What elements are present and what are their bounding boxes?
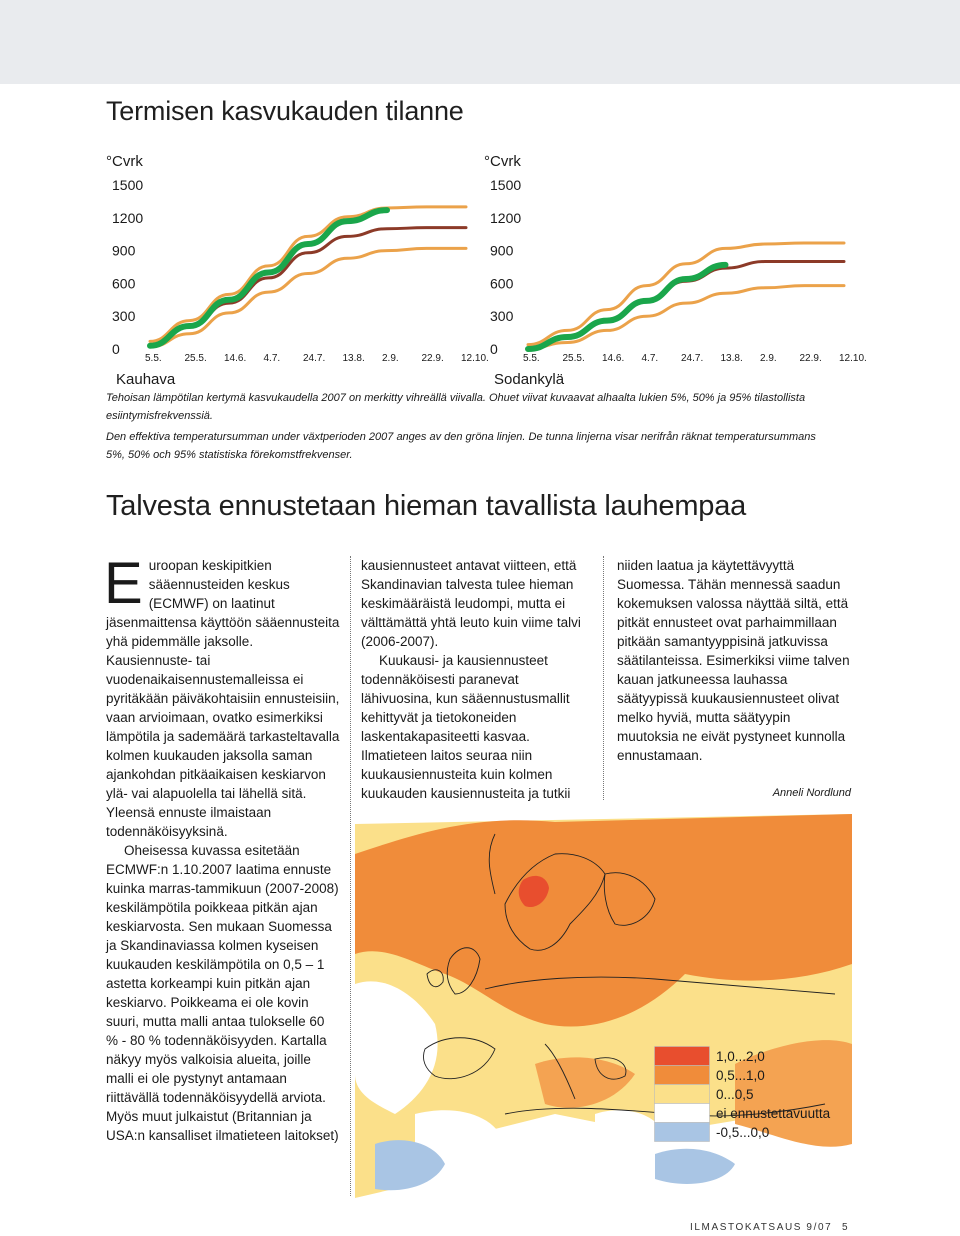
y-tick-label: 0 [490,341,498,357]
legend-label: ei ennustettavuutta [716,1106,831,1121]
x-tick-label: 2.9. [382,353,399,364]
map-legend-swatches [654,1046,710,1146]
station-label: Kauhava [116,371,176,388]
x-tick-label: 24.7. [681,353,704,364]
page-title: Termisen kasvukauden tilanne [106,96,464,126]
series-line-frequency [528,286,844,349]
article-paragraph: kausiennusteet antavat viitteen, että Skandinavian talvesta tulee hieman keskimääräistä leudompi, mutta ei välttämättä yhtä leuto kuin viime talvi (2006-2007). [361,558,581,649]
chart-sodankyla-svg [484,148,867,398]
legend-swatch [655,1085,710,1104]
legend-swatch [655,1123,710,1142]
x-tick-label: 22.9. [799,353,822,364]
europe-map-image [355,814,852,1198]
station-label: Sodankylä [494,371,565,388]
y-tick-label: 300 [490,308,514,325]
y-tick-label: 600 [112,275,136,292]
publication-name: ILMASTOKATSAUS 9/07 [690,1222,833,1233]
caption-finnish: Tehoisan lämpötilan kertymä kasvukaudella 2007 on merkitty vihreällä viivalla. Ohuet viivat kuvaavat alhaalta lukien 5%, 50% ja 95% tilastollista esiintymisfrekvenssiä. [106,392,806,422]
legend-swatch [655,1066,710,1085]
legend-label: 0,5...1,0 [716,1068,765,1083]
article-column-3 [617,556,853,765]
y-tick-label: 600 [490,275,514,292]
chart-unit-label: °Cvrk [484,153,521,170]
top-band [0,0,960,84]
x-tick-label: 5.5. [145,353,162,364]
article-paragraph: Oheisessa kuvassa esitetään ECMWF:n 1.10.2007 laatima ennuste kuinka marras-tammikuun (2007-2008) keskilämpötila poikkeaa pitkän ajan keskiarvosta. Sen mukaan Suomessa ja Skandinaviassa kolmen kyseisen kuukauden keskilämpötila on 0,5 – 1 astetta korkeampi kuin pitkän ajan keskiarvo. Poikkeama ei ole kovin suuri, mutta malli antaa tulokselle 60 % - 80 % todennäköisyyden. Kartalla näkyy myös valkoisia alueita, joille malli ei ole pystynyt antamaan riittävällä todennäköisyydellä arviota. Myös muut julkaistut (Britannian ja USA:n kansalliset ilmatieteen laitokset) [106,843,339,1143]
x-tick-label: 24.7. [303,353,326,364]
article-paragraph: niiden laatua ja käytettävyyttä Suomessa. Tähän mennessä saadun kokemuksen valossa näyttää siltä, että pitkät ennusteet ovat parhaimmillaan pitkään samantyyppisinä jatkuvissa säätilanteissa. Esimerkiksi viime talven kauan jatkuneessa lauhassa säätyypissä kuukausiennusteet olivat melko hyviä, mutta säätyypin muutoksia ne eivät pystyneet kunnolla ennustamaan. [617,558,850,763]
x-tick-label: 5.5. [523,353,540,364]
column-divider [603,556,604,800]
chart-kauhava-svg [106,148,489,398]
y-tick-label: 300 [112,308,136,325]
y-tick-label: 1200 [490,209,522,226]
legend-swatch [655,1104,710,1123]
x-tick-label: 12.10. [461,353,489,364]
series-line-frequency [528,243,844,345]
chart-kauhava [106,148,489,398]
x-tick-label: 14.6. [602,353,625,364]
x-tick-label: 25.5. [562,353,585,364]
y-tick-label: 1200 [112,209,144,226]
chart-unit-label: °Cvrk [106,153,143,170]
x-tick-label: 4.7. [263,353,281,364]
forecast-map [355,814,852,1198]
y-tick-label: 900 [112,242,136,259]
x-tick-label: 4.7. [641,353,659,364]
x-tick-label: 2.9. [760,353,777,364]
article-column-1 [104,551,340,1145]
drop-cap: E [104,551,143,616]
legend-label: 1,0...2,0 [716,1049,765,1064]
x-tick-label: 22.9. [421,353,444,364]
x-tick-label: 25.5. [184,353,207,364]
x-tick-label: 13.8. [720,353,743,364]
legend-label: -0,5...0,0 [716,1125,770,1140]
y-tick-label: 1500 [490,177,522,193]
x-tick-label: 13.8. [342,353,365,364]
page-number: 5 [842,1222,848,1233]
legend-label: 0...0,5 [716,1087,754,1102]
y-tick-label: 900 [490,242,514,259]
article-paragraph [104,551,340,841]
x-tick-label: 14.6. [224,353,247,364]
y-tick-label: 0 [112,341,120,357]
y-tick-label: 1500 [112,177,144,193]
article-column-2 [361,556,589,803]
article-headline: Talvesta ennustetaan hieman tavallista lauhempaa [106,490,747,522]
author-name: Anneli Nordlund [772,787,851,799]
series-line-frequency [150,248,466,346]
legend-swatch [655,1047,710,1066]
series-line-2007 [528,265,726,349]
article-paragraph: Kuukausi- ja kausiennusteet todennäköisesti paranevat lähivuosina, kun sääennustusmallit kehittyvät ja tietokoneiden laskentakapasiteetti kasvaa. Ilmatieteen laitos seuraa niin kuukausiennusteita kuin kolmen kuukauden kausiennusteita ja tutkii [361,653,571,801]
x-tick-label: 12.10. [839,353,867,364]
caption-swedish: Den effektiva temperatursumman under växtperioden 2007 anges av den gröna linjen. De tunna linjerna visar nerifrån räknat temperatursummans 5%, 50% och 95% statistiska förekomstfrekvenser. [106,431,816,461]
column-divider [350,556,351,1196]
chart-sodankyla [484,148,867,398]
paragraph-text: uroopan keskipitkien sääennusteiden keskus (ECMWF) on laatinut jäsenmaittensa käyttöön sääennusteita yhä pidemmälle jaksolle. Kausiennuste- tai vuodenaikaisennustemalleissa ei pyritäkään päiväkohtaisiin ennusteisiin, vaan arvioimaan, ovatko esimerkiksi lämpötila ja sademäärä tarkasteltavalla kolmen kuukauden jaksolla saman ajankohdan pitkäaikaisen keskiarvon ylä- vai alapuolella tai lähellä sitä. Yleensä ennuste ilmaistaan todennäköisyyksinä. [106,558,340,839]
